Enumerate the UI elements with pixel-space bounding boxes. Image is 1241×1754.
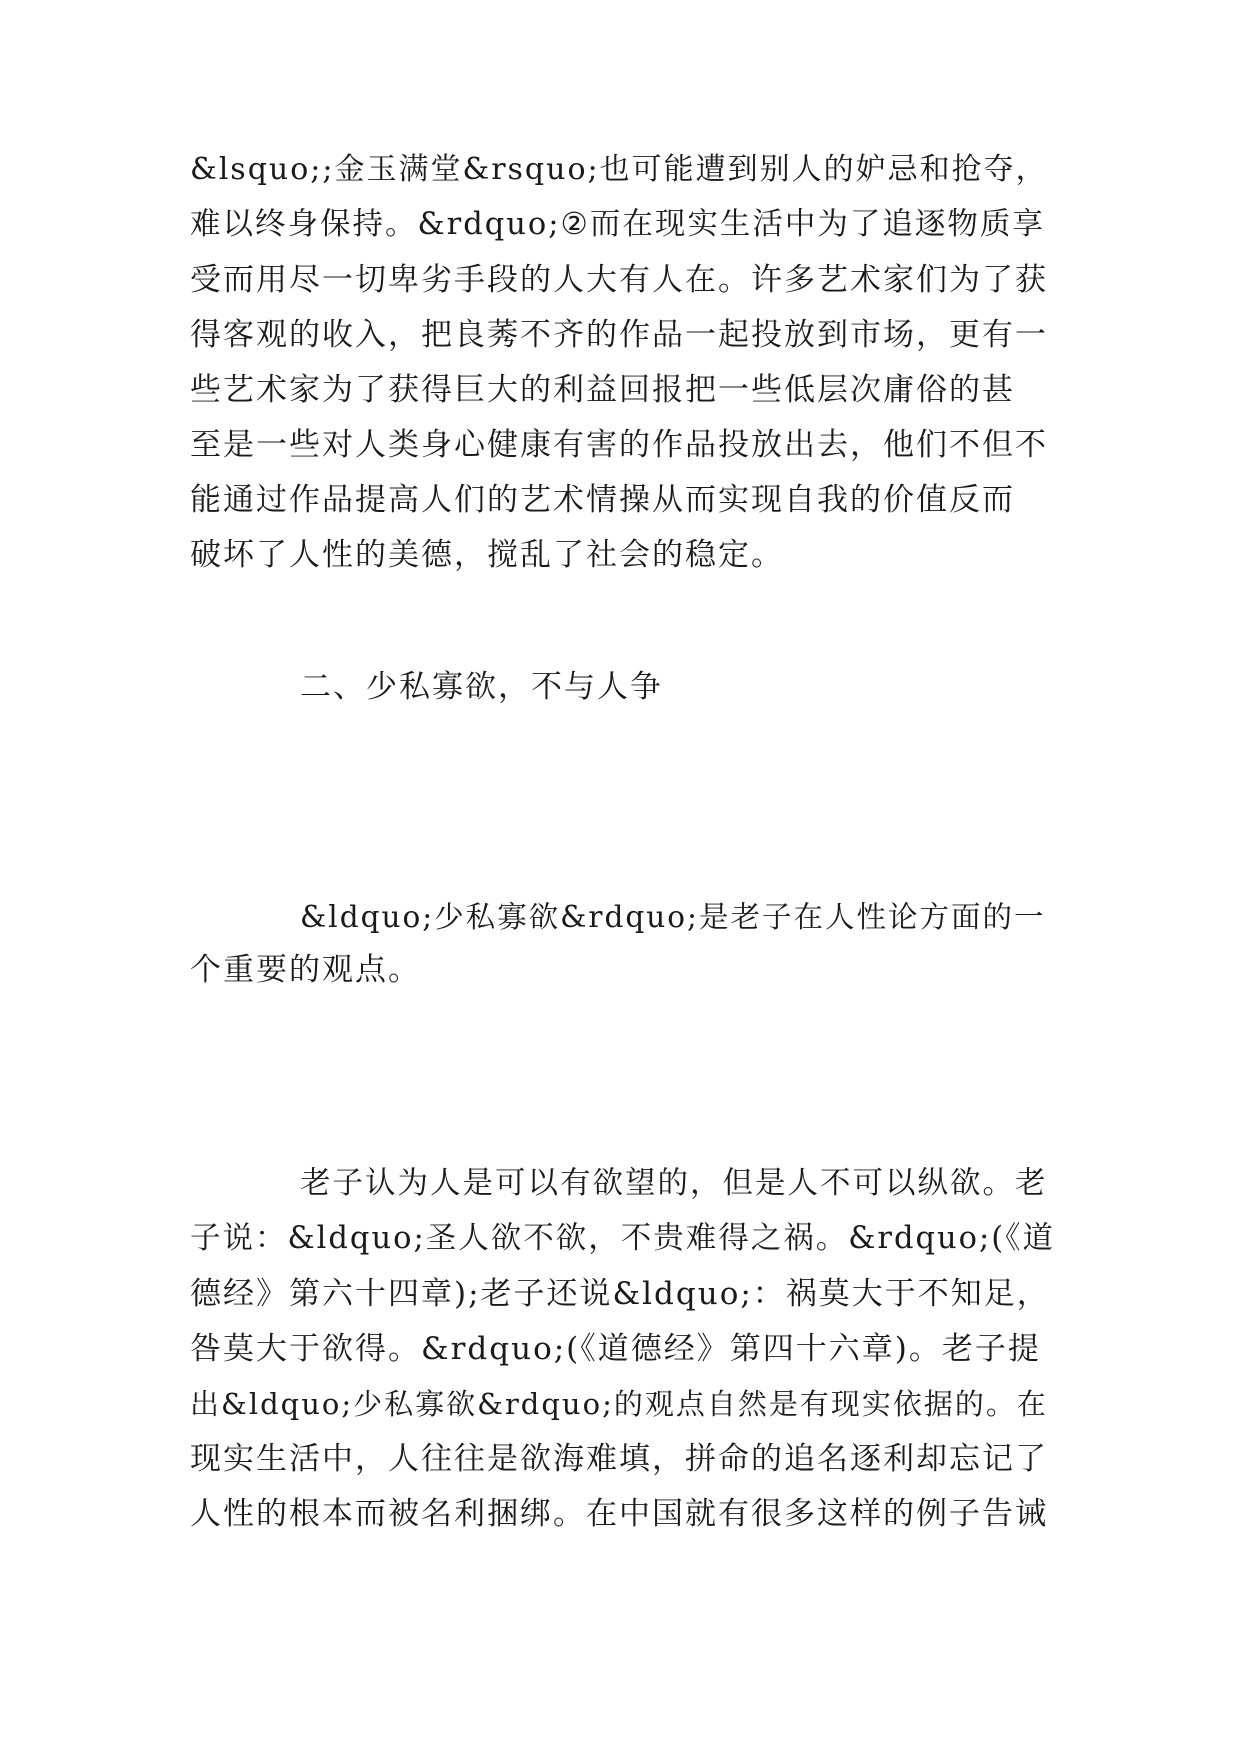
text-line: 些艺术家为了获得巨大的利益回报把一些低层次庸俗的甚 (190, 372, 1015, 408)
text-line: 受而用尽一切卑劣手段的人大有人在。许多艺术家们为了获 (190, 262, 1048, 298)
text-line: 得客观的收入，把良莠不齐的作品一起投放到市场，更有一 (190, 317, 1048, 353)
text-line: 难以终身保持。&rdquo;②而在现实生活中为了追逐物质享 (190, 207, 1045, 242)
text-line: 子说：&ldquo;圣人欲不欲，不贵难得之祸。&rdquo;(《道 (190, 1221, 1055, 1256)
text-line: 现实生活中，人往往是欲海难填，拼命的追名逐利却忘记了 (190, 1441, 1048, 1477)
text-line: 至是一些对人类身心健康有害的作品投放出去，他们不但不 (190, 427, 1048, 463)
text-line: 能通过作品提高人们的艺术情操从而实现自我的价值反而 (190, 482, 1015, 518)
text-line: &ldquo;少私寡欲&rdquo;是老子在人性论方面的一 (300, 900, 1046, 934)
text-line: 德经》第六十四章);老子还说&ldquo;：祸莫大于不知足， (190, 1276, 1050, 1312)
text-line: &lsquo;;金玉满堂&rsquo;也可能遭到别人的妒忌和抢夺， (190, 152, 1048, 187)
text-line: 个重要的观点。 (190, 952, 421, 988)
section-heading: 二、少私寡欲，不与人争 (300, 669, 663, 705)
text-line: 老子认为人是可以有欲望的，但是人不可以纵欲。老 (300, 1166, 1048, 1201)
text-line: 人性的根本而被名利捆绑。在中国就有很多这样的例子告诫 (190, 1496, 1048, 1532)
text-line: 破坏了人性的美德，搅乱了社会的稳定。 (190, 537, 784, 573)
text-line: 出&ldquo;少私寡欲&rdquo;的观点自然是有现实依据的。在 (190, 1387, 1048, 1421)
text-line: 咎莫大于欲得。&rdquo;(《道德经》第四十六章)。老子提 (190, 1331, 1041, 1367)
